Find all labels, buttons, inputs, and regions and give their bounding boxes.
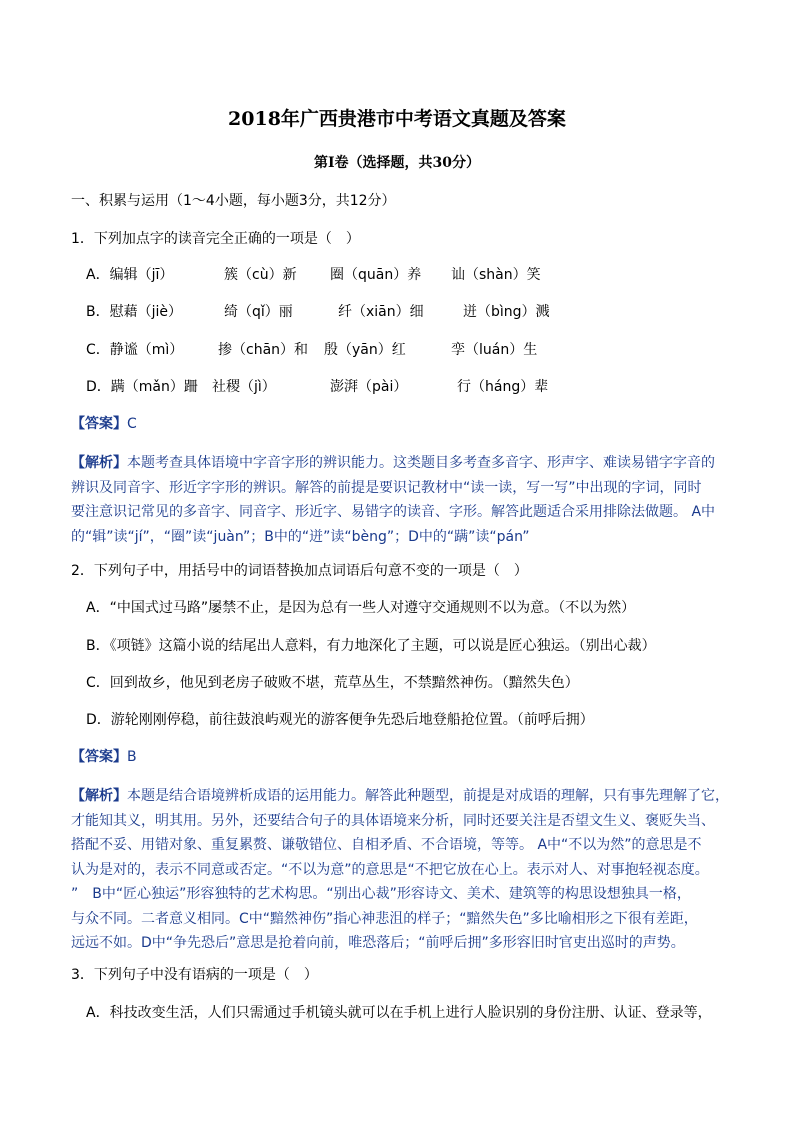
q1-option-c-2: 掺（chān）和	[218, 342, 309, 358]
q1-option-d-3: 澎湃（pài）	[330, 379, 408, 395]
q1-option-b-1: B．慰藉（jiè）	[86, 304, 182, 320]
analysis-line: 与众不同。二者意义相同。C中“黯然神伤”指心神悲沮的样子；“黯然失色”多比喻相形之下很有差距，	[71, 910, 698, 927]
q2-option-b: B．《项链》这篇小说的结尾出人意料，有力地深化了主题，可以说是匠心独运。（别出心裁）	[86, 638, 656, 654]
question-2-stem: 2．下列句子中，用括号中的词语替换加点词语后句意不变的一项是（ ）	[71, 563, 528, 579]
analysis-line: 本题考查具体语境中字音字形的辨识能力。这类题目多考查多音字、形声字、难读易错字字音的	[127, 455, 715, 471]
q1-option-a-1: A．编辑（jī）	[86, 267, 174, 283]
q1-option-b-2: 绮（qǐ）丽	[224, 304, 293, 320]
q2-option-a: A．“中国式过马路”屡禁不止，是因为总有一些人对遵守交通规则不以为意。（不以为然）	[86, 600, 636, 616]
analysis-label: 【解析】	[71, 788, 127, 804]
analysis-line: 才能知其义，明其用。另外，还要结合句子的具体语境来分析，同时还要关注是否望文生义、褒贬失当、	[71, 812, 715, 829]
q1-option-d-4: 行（háng）辈	[457, 379, 549, 395]
q2-answer	[71, 747, 137, 767]
q1-option-d-1: D．蹒（mǎn）跚	[86, 379, 198, 395]
section-heading: 一、积累与运用（1～4小题，每小题3分，共12分）	[71, 193, 396, 209]
section-subtitle: 第Ⅰ卷（选择题，共30分）	[313, 155, 481, 171]
analysis-line: 认为是对的，表示不同意或否定。“不以为意”的意思是“不把它放在心上。表示对人、对事抱轻视态度。	[71, 861, 709, 878]
answer-label: 【答案】	[71, 416, 127, 432]
analysis-line: 的“辑”读“jí”，“圈”读“juàn”；B中的“迸”读“bèng”；D中的“蹒”读“pán”	[71, 528, 530, 545]
answer-value: B	[127, 749, 137, 765]
analysis-label: 【解析】	[71, 455, 127, 471]
q1-option-a-3: 圈（quān）养	[330, 267, 422, 283]
q1-option-b-3: 纤（xiān）细	[338, 304, 424, 320]
q1-option-c-1: C．静谧（mì）	[86, 342, 184, 358]
analysis-line: 搭配不妥、用错对象、重复累赘、谦敬错位、自相矛盾、不合语境，等等。 A中“不以为然”的意思是不	[71, 837, 702, 853]
analysis-line: 本题是结合语境辨析成语的运用能力。解答此种题型，前提是对成语的理解，只有事先理解了它，	[127, 788, 729, 804]
q1-option-a-4: 讪（shàn）笑	[451, 267, 541, 283]
analysis-line: ” B中“匠心独运”形容独特的艺术构思。“别出心裁”形容诗文、美术、建筑等的构思设想独具一格，	[71, 886, 691, 902]
answer-value: C	[127, 416, 137, 432]
q2-option-c: C．回到故乡，他见到老房子破败不堪，荒草丛生，不禁黯然神伤。（黯然失色）	[86, 675, 579, 691]
question-1-stem: 1．下列加点字的读音完全正确的一项是（ ）	[71, 231, 360, 247]
q1-analysis	[71, 451, 721, 549]
page-title: 2018年广西贵港市中考语文真题及答案	[228, 108, 566, 130]
q1-answer	[71, 414, 137, 434]
analysis-line: 要注意识记常见的多音字、同音字、形近字、易错字的读音、字形。解答此题适合采用排除法做题。 A中	[71, 504, 716, 520]
q1-option-d-2: 社稷（jì）	[212, 379, 276, 395]
q1-option-a-2: 簇（cù）新	[224, 267, 297, 283]
answer-label: 【答案】	[71, 749, 127, 765]
q2-option-d: D．游轮刚刚停稳，前往鼓浪屿观光的游客便争先恐后地登船抢位置。（前呼后拥）	[86, 712, 594, 728]
q1-option-c-3: 殷（yān）红	[324, 342, 406, 358]
q3-option-a: A．科技改变生活，人们只需通过手机镜头就可以在手机上进行人脸识别的身份注册、认证、登录等，	[86, 1005, 712, 1021]
analysis-line: 远远不如。D中“争先恐后”意思是抢着向前，唯恐落后；“前呼后拥”多形容旧时官吏出巡时的声势。	[71, 935, 685, 951]
q1-option-c-4: 孪（luán）生	[451, 342, 538, 358]
analysis-line: 辨识及同音字、形近字字形的辨识。解答的前提是要识记教材中“读一读，写一写”中出现的字词，同时	[71, 479, 702, 496]
question-3-stem: 3．下列句子中没有语病的一项是（ ）	[71, 967, 318, 983]
q2-analysis	[71, 784, 729, 956]
q1-option-b-4: 迸（bìng）溅	[463, 304, 550, 320]
